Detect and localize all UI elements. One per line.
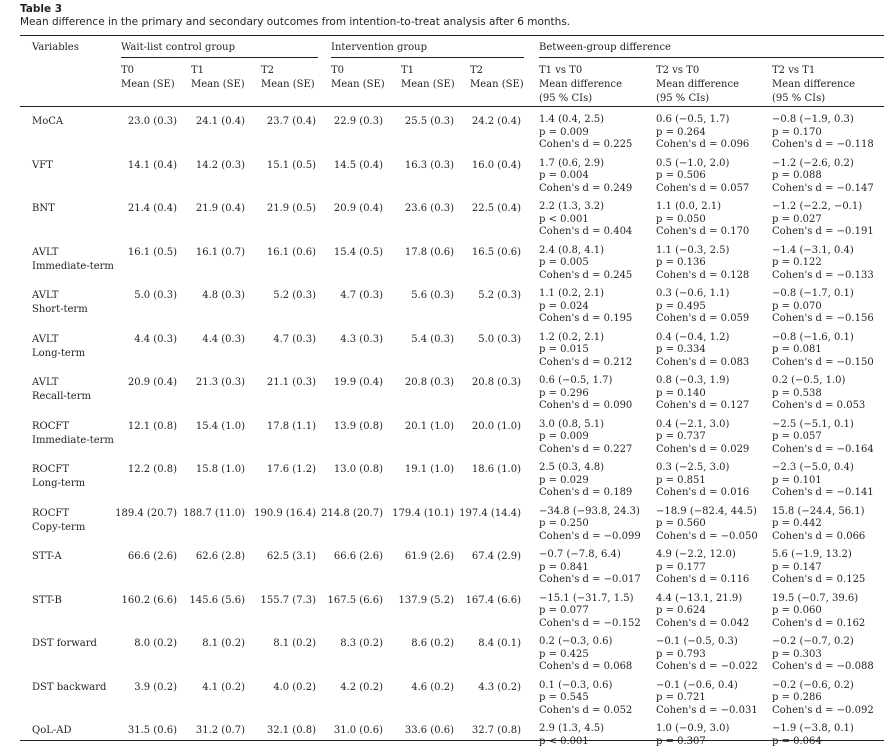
row-mean-value: 20.8 (0.3) — [431, 377, 521, 389]
header-col-mean-se: Mean (SE) — [261, 79, 315, 91]
row-mean-value: 20.9 (0.4) — [87, 377, 177, 389]
row-between-group-value: −0.8 (−1.6, 0.1) — [772, 332, 854, 345]
row-mean-value: 16.1 (0.7) — [155, 247, 245, 259]
bottom-rule — [20, 740, 884, 741]
row-mean-value: 4.3 (0.2) — [431, 682, 521, 694]
row-mean-value: 17.8 (0.6) — [364, 247, 454, 259]
row-mean-value: 16.5 (0.6) — [431, 247, 521, 259]
header-comparison: T1 vs T0 — [539, 65, 582, 77]
row-between-group-value: 4.9 (−2.2, 12.0) — [656, 549, 736, 562]
row-mean-value: 67.4 (2.9) — [431, 551, 521, 563]
row-mean-value: 8.6 (0.2) — [364, 638, 454, 650]
row-mean-value: 20.0 (1.0) — [431, 421, 521, 433]
row-between-group-value: Cohen's d = 0.127 — [656, 400, 749, 413]
row-mean-value: 5.0 (0.3) — [87, 290, 177, 302]
row-mean-value: 32.1 (0.8) — [226, 725, 316, 737]
row-mean-value: 4.7 (0.3) — [226, 334, 316, 346]
row-between-group-value: Cohen's d = −0.150 — [772, 357, 874, 370]
row-between-group-value: 5.6 (−1.9, 13.2) — [772, 549, 852, 562]
row-between-group-value: Cohen's d = 0.189 — [539, 487, 632, 500]
row-variable: ROCFT — [32, 508, 69, 520]
row-mean-value: 15.4 (1.0) — [155, 421, 245, 433]
row-between-group-value: Cohen's d = −0.191 — [772, 226, 874, 239]
row-between-group-value: Cohen's d = −0.133 — [772, 270, 874, 283]
row-variable: ROCFT — [32, 421, 69, 433]
row-between-group-value: p = 0.250 — [539, 518, 589, 531]
header-col-mean-se: Mean (SE) — [331, 79, 385, 91]
row-between-group-value: p = 0.334 — [656, 344, 706, 357]
row-mean-value: 188.7 (11.0) — [155, 508, 245, 520]
row-mean-value: 190.9 (16.4) — [226, 508, 316, 520]
row-mean-value: 8.1 (0.2) — [155, 638, 245, 650]
row-mean-value: 14.1 (0.4) — [87, 160, 177, 172]
row-between-group-value: p = 0.624 — [656, 605, 706, 618]
row-between-group-value: 0.4 (−0.4, 1.2) — [656, 332, 729, 345]
row-mean-value: 21.3 (0.3) — [155, 377, 245, 389]
row-between-group-value: p = 0.538 — [772, 388, 822, 401]
row-mean-value: 22.5 (0.4) — [431, 203, 521, 215]
header-mean-difference: Mean difference — [772, 79, 855, 91]
row-mean-value: 13.9 (0.8) — [293, 421, 383, 433]
header-col-time: T1 — [401, 65, 414, 77]
row-between-group-value: Cohen's d = 0.225 — [539, 139, 632, 152]
row-mean-value: 32.7 (0.8) — [431, 725, 521, 737]
row-mean-value: 13.0 (0.8) — [293, 464, 383, 476]
group-underline-intervention — [331, 57, 524, 58]
header-waitlist-group: Wait-list control group — [121, 42, 235, 54]
row-between-group-value: p = 0.064 — [772, 736, 822, 748]
row-between-group-value: 1.1 (0.2, 2.1) — [539, 288, 604, 301]
row-between-group-value: 3.0 (0.8, 5.1) — [539, 419, 604, 432]
row-variable: BNT — [32, 203, 55, 215]
row-between-group-value: p = 0.303 — [772, 649, 822, 662]
table-label: Table 3 — [20, 3, 62, 16]
header-col-mean-se: Mean (SE) — [191, 79, 245, 91]
row-between-group-value: Cohen's d = −0.099 — [539, 531, 641, 544]
row-between-group-value: 0.6 (−0.5, 1.7) — [539, 375, 612, 388]
row-between-group-value: 0.4 (−2.1, 3.0) — [656, 419, 729, 432]
row-between-group-value: −1.4 (−3.1, 0.4) — [772, 245, 854, 258]
row-mean-value: 160.2 (6.6) — [87, 595, 177, 607]
row-mean-value: 23.6 (0.3) — [364, 203, 454, 215]
row-variable: DST forward — [32, 638, 97, 650]
row-mean-value: 66.6 (2.6) — [293, 551, 383, 563]
row-between-group-value: −2.3 (−5.0, 0.4) — [772, 462, 854, 475]
row-between-group-value: Cohen's d = 0.227 — [539, 444, 632, 457]
row-mean-value: 16.1 (0.5) — [87, 247, 177, 259]
row-mean-value: 189.4 (20.7) — [87, 508, 177, 520]
row-mean-value: 17.6 (1.2) — [226, 464, 316, 476]
header-ci: (95 % CIs) — [656, 93, 709, 105]
row-between-group-value: Cohen's d = 0.066 — [772, 531, 865, 544]
row-between-group-value: Cohen's d = 0.068 — [539, 661, 632, 674]
row-between-group-value: 2.4 (0.8, 4.1) — [539, 245, 604, 258]
row-mean-value: 8.0 (0.2) — [87, 638, 177, 650]
row-mean-value: 21.9 (0.5) — [226, 203, 316, 215]
row-variable: AVLT — [32, 247, 58, 259]
row-between-group-value: 0.2 (−0.5, 1.0) — [772, 375, 845, 388]
row-between-group-value: p = 0.029 — [539, 475, 589, 488]
row-variable: AVLT — [32, 334, 58, 346]
row-mean-value: 19.1 (1.0) — [364, 464, 454, 476]
row-mean-value: 24.2 (0.4) — [431, 116, 521, 128]
row-between-group-value: −18.9 (−82.4, 44.5) — [656, 506, 757, 519]
header-mean-difference: Mean difference — [539, 79, 622, 91]
row-mean-value: 16.0 (0.4) — [431, 160, 521, 172]
table-title: Mean difference in the primary and secondary outcomes from intention-to-treat analysis after 6 months. — [20, 16, 570, 29]
row-between-group-value: −0.1 (−0.5, 0.3) — [656, 636, 738, 649]
row-mean-value: 145.6 (5.6) — [155, 595, 245, 607]
row-between-group-value: p = 0.050 — [656, 214, 706, 227]
row-between-group-value: p = 0.560 — [656, 518, 706, 531]
row-mean-value: 5.4 (0.3) — [364, 334, 454, 346]
row-variable: MoCA — [32, 116, 63, 128]
row-between-group-value: Cohen's d = 0.249 — [539, 183, 632, 196]
row-between-group-value: p = 0.506 — [656, 170, 706, 183]
row-variable: Copy-term — [32, 522, 85, 534]
row-mean-value: 5.6 (0.3) — [364, 290, 454, 302]
top-rule — [20, 35, 884, 36]
row-between-group-value: −15.1 (−31.7, 1.5) — [539, 593, 634, 606]
row-mean-value: 5.2 (0.3) — [431, 290, 521, 302]
row-between-group-value: p = 0.024 — [539, 301, 589, 314]
row-between-group-value: Cohen's d = 0.057 — [656, 183, 749, 196]
row-mean-value: 20.1 (1.0) — [364, 421, 454, 433]
row-mean-value: 17.8 (1.1) — [226, 421, 316, 433]
row-between-group-value: Cohen's d = 0.170 — [656, 226, 749, 239]
row-between-group-value: 0.1 (−0.3, 0.6) — [539, 680, 612, 693]
row-between-group-value: p = 0.793 — [656, 649, 706, 662]
row-between-group-value: 1.1 (0.0, 2.1) — [656, 201, 721, 214]
row-between-group-value: −1.9 (−3.8, 0.1) — [772, 723, 854, 736]
row-variable: DST backward — [32, 682, 106, 694]
row-between-group-value: p < 0.001 — [539, 736, 589, 748]
row-between-group-value: Cohen's d = −0.092 — [772, 705, 874, 718]
header-mean-difference: Mean difference — [656, 79, 739, 91]
header-col-mean-se: Mean (SE) — [121, 79, 175, 91]
row-between-group-value: p = 0.264 — [656, 127, 706, 140]
row-between-group-value: p = 0.721 — [656, 692, 706, 705]
row-between-group-value: p = 0.136 — [656, 257, 706, 270]
header-ci: (95 % CIs) — [539, 93, 592, 105]
row-variable: Immediate-term — [32, 435, 114, 447]
row-between-group-value: Cohen's d = 0.083 — [656, 357, 749, 370]
row-between-group-value: p = 0.170 — [772, 127, 822, 140]
row-between-group-value: p = 0.015 — [539, 344, 589, 357]
row-variable: QoL-AD — [32, 725, 71, 737]
row-between-group-value: p = 0.841 — [539, 562, 589, 575]
row-mean-value: 21.9 (0.4) — [155, 203, 245, 215]
row-mean-value: 8.1 (0.2) — [226, 638, 316, 650]
row-between-group-value: −1.2 (−2.6, 0.2) — [772, 158, 854, 171]
row-variable: ROCFT — [32, 464, 69, 476]
row-mean-value: 20.9 (0.4) — [293, 203, 383, 215]
row-between-group-value: 0.8 (−0.3, 1.9) — [656, 375, 729, 388]
row-variable: AVLT — [32, 377, 58, 389]
header-col-time: T2 — [470, 65, 483, 77]
row-between-group-value: Cohen's d = 0.029 — [656, 444, 749, 457]
row-between-group-value: Cohen's d = 0.128 — [656, 270, 749, 283]
row-between-group-value: p = 0.147 — [772, 562, 822, 575]
row-between-group-value: 2.2 (1.3, 3.2) — [539, 201, 604, 214]
row-between-group-value: 2.9 (1.3, 4.5) — [539, 723, 604, 736]
row-between-group-value: p = 0.307 — [656, 736, 706, 748]
row-between-group-value: Cohen's d = 0.053 — [772, 400, 865, 413]
row-mean-value: 24.1 (0.4) — [155, 116, 245, 128]
row-between-group-value: p = 0.101 — [772, 475, 822, 488]
header-ci: (95 % CIs) — [772, 93, 825, 105]
row-variable: VFT — [32, 160, 53, 172]
row-mean-value: 15.1 (0.5) — [226, 160, 316, 172]
row-between-group-value: Cohen's d = 0.195 — [539, 313, 632, 326]
row-mean-value: 167.5 (6.6) — [293, 595, 383, 607]
header-comparison: T2 vs T0 — [656, 65, 699, 77]
row-mean-value: 15.4 (0.5) — [293, 247, 383, 259]
row-between-group-value: Cohen's d = −0.022 — [656, 661, 758, 674]
row-mean-value: 23.7 (0.4) — [226, 116, 316, 128]
row-between-group-value: 1.7 (0.6, 2.9) — [539, 158, 604, 171]
row-between-group-value: 0.5 (−1.0, 2.0) — [656, 158, 729, 171]
row-between-group-value: Cohen's d = 0.042 — [656, 618, 749, 631]
row-mean-value: 22.9 (0.3) — [293, 116, 383, 128]
row-between-group-value: 19.5 (−0.7, 39.6) — [772, 593, 858, 606]
row-between-group-value: p = 0.177 — [656, 562, 706, 575]
row-between-group-value: Cohen's d = 0.096 — [656, 139, 749, 152]
row-variable: STT-A — [32, 551, 62, 563]
row-between-group-value: Cohen's d = −0.156 — [772, 313, 874, 326]
header-intervention-group: Intervention group — [331, 42, 427, 54]
row-mean-value: 5.0 (0.3) — [431, 334, 521, 346]
row-between-group-value: −1.2 (−2.2, −0.1) — [772, 201, 862, 214]
row-between-group-value: p = 0.140 — [656, 388, 706, 401]
header-col-mean-se: Mean (SE) — [401, 79, 455, 91]
row-between-group-value: Cohen's d = 0.090 — [539, 400, 632, 413]
row-between-group-value: p = 0.545 — [539, 692, 589, 705]
row-between-group-value: Cohen's d = −0.017 — [539, 574, 641, 587]
row-mean-value: 8.4 (0.1) — [431, 638, 521, 650]
row-between-group-value: Cohen's d = 0.245 — [539, 270, 632, 283]
row-mean-value: 14.2 (0.3) — [155, 160, 245, 172]
row-mean-value: 16.3 (0.3) — [364, 160, 454, 172]
row-mean-value: 12.2 (0.8) — [87, 464, 177, 476]
row-between-group-value: −0.8 (−1.7, 0.1) — [772, 288, 854, 301]
row-between-group-value: 15.8 (−24.4, 56.1) — [772, 506, 865, 519]
row-between-group-value: p = 0.027 — [772, 214, 822, 227]
row-mean-value: 61.9 (2.6) — [364, 551, 454, 563]
row-between-group-value: Cohen's d = −0.141 — [772, 487, 874, 500]
row-mean-value: 19.9 (0.4) — [293, 377, 383, 389]
row-between-group-value: p = 0.081 — [772, 344, 822, 357]
row-between-group-value: p = 0.851 — [656, 475, 706, 488]
row-mean-value: 5.2 (0.3) — [226, 290, 316, 302]
row-variable: STT-B — [32, 595, 62, 607]
row-between-group-value: 0.2 (−0.3, 0.6) — [539, 636, 612, 649]
row-mean-value: 33.6 (0.6) — [364, 725, 454, 737]
header-col-time: T0 — [121, 65, 134, 77]
row-mean-value: 21.1 (0.3) — [226, 377, 316, 389]
row-between-group-value: p = 0.005 — [539, 257, 589, 270]
header-col-mean-se: Mean (SE) — [470, 79, 524, 91]
row-between-group-value: p = 0.737 — [656, 431, 706, 444]
row-between-group-value: Cohen's d = −0.118 — [772, 139, 874, 152]
row-variable: Immediate-term — [32, 261, 114, 273]
row-between-group-value: Cohen's d = 0.212 — [539, 357, 632, 370]
header-col-time: T2 — [261, 65, 274, 77]
row-between-group-value: Cohen's d = −0.152 — [539, 618, 641, 631]
row-mean-value: 4.2 (0.2) — [293, 682, 383, 694]
row-between-group-value: −0.1 (−0.6, 0.4) — [656, 680, 738, 693]
row-variable: Short-term — [32, 304, 88, 316]
header-between-group: Between-group difference — [539, 42, 671, 54]
row-mean-value: 8.3 (0.2) — [293, 638, 383, 650]
row-between-group-value: 2.5 (0.3, 4.8) — [539, 462, 604, 475]
row-between-group-value: −34.8 (−93.8, 24.3) — [539, 506, 640, 519]
row-between-group-value: Cohen's d = −0.050 — [656, 531, 758, 544]
row-between-group-value: p = 0.077 — [539, 605, 589, 618]
row-mean-value: 197.4 (14.4) — [431, 508, 521, 520]
row-variable: Long-term — [32, 348, 85, 360]
row-mean-value: 31.0 (0.6) — [293, 725, 383, 737]
row-mean-value: 66.6 (2.6) — [87, 551, 177, 563]
row-between-group-value: Cohen's d = 0.404 — [539, 226, 632, 239]
header-rule — [20, 106, 884, 107]
row-between-group-value: p = 0.009 — [539, 431, 589, 444]
row-between-group-value: p = 0.004 — [539, 170, 589, 183]
row-mean-value: 4.1 (0.2) — [155, 682, 245, 694]
row-between-group-value: p = 0.070 — [772, 301, 822, 314]
row-between-group-value: Cohen's d = 0.125 — [772, 574, 865, 587]
row-between-group-value: 1.0 (−0.9, 3.0) — [656, 723, 729, 736]
row-between-group-value: p = 0.088 — [772, 170, 822, 183]
row-mean-value: 31.5 (0.6) — [87, 725, 177, 737]
row-between-group-value: −2.5 (−5.1, 0.1) — [772, 419, 854, 432]
group-underline-between — [539, 57, 884, 58]
row-between-group-value: 0.6 (−0.5, 1.7) — [656, 114, 729, 127]
row-between-group-value: p = 0.286 — [772, 692, 822, 705]
header-comparison: T2 vs T1 — [772, 65, 815, 77]
group-underline-waitlist — [121, 57, 318, 58]
row-mean-value: 15.8 (1.0) — [155, 464, 245, 476]
row-mean-value: 62.5 (3.1) — [226, 551, 316, 563]
row-between-group-value: Cohen's d = 0.116 — [656, 574, 749, 587]
row-mean-value: 167.4 (6.6) — [431, 595, 521, 607]
row-mean-value: 4.8 (0.3) — [155, 290, 245, 302]
row-mean-value: 179.4 (10.1) — [364, 508, 454, 520]
header-col-time: T1 — [191, 65, 204, 77]
row-mean-value: 12.1 (0.8) — [87, 421, 177, 433]
row-between-group-value: Cohen's d = 0.016 — [656, 487, 749, 500]
row-between-group-value: −0.7 (−7.8, 6.4) — [539, 549, 621, 562]
row-between-group-value: Cohen's d = −0.147 — [772, 183, 874, 196]
row-between-group-value: 1.1 (−0.3, 2.5) — [656, 245, 729, 258]
row-mean-value: 62.6 (2.8) — [155, 551, 245, 563]
row-mean-value: 4.4 (0.3) — [155, 334, 245, 346]
row-between-group-value: p < 0.001 — [539, 214, 589, 227]
row-between-group-value: 0.3 (−0.6, 1.1) — [656, 288, 729, 301]
row-between-group-value: p = 0.057 — [772, 431, 822, 444]
row-mean-value: 155.7 (7.3) — [226, 595, 316, 607]
row-between-group-value: p = 0.060 — [772, 605, 822, 618]
row-between-group-value: −0.8 (−1.9, 0.3) — [772, 114, 854, 127]
row-mean-value: 214.8 (20.7) — [293, 508, 383, 520]
row-between-group-value: 1.4 (0.4, 2.5) — [539, 114, 604, 127]
row-between-group-value: Cohen's d = −0.088 — [772, 661, 874, 674]
row-mean-value: 21.4 (0.4) — [87, 203, 177, 215]
row-mean-value: 4.0 (0.2) — [226, 682, 316, 694]
row-mean-value: 16.1 (0.6) — [226, 247, 316, 259]
row-between-group-value: Cohen's d = 0.162 — [772, 618, 865, 631]
row-variable: AVLT — [32, 290, 58, 302]
row-mean-value: 31.2 (0.7) — [155, 725, 245, 737]
row-between-group-value: −0.2 (−0.7, 0.2) — [772, 636, 854, 649]
row-between-group-value: p = 0.442 — [772, 518, 822, 531]
row-between-group-value: Cohen's d = 0.059 — [656, 313, 749, 326]
row-mean-value: 4.4 (0.3) — [87, 334, 177, 346]
row-between-group-value: Cohen's d = −0.031 — [656, 705, 758, 718]
row-between-group-value: p = 0.009 — [539, 127, 589, 140]
row-mean-value: 137.9 (5.2) — [364, 595, 454, 607]
row-between-group-value: −0.2 (−0.6, 0.2) — [772, 680, 854, 693]
row-mean-value: 14.5 (0.4) — [293, 160, 383, 172]
header-col-time: T0 — [331, 65, 344, 77]
row-between-group-value: p = 0.296 — [539, 388, 589, 401]
row-between-group-value: p = 0.425 — [539, 649, 589, 662]
header-variables: Variables — [32, 42, 79, 54]
row-mean-value: 18.6 (1.0) — [431, 464, 521, 476]
row-between-group-value: Cohen's d = 0.052 — [539, 705, 632, 718]
row-mean-value: 4.6 (0.2) — [364, 682, 454, 694]
row-between-group-value: p = 0.122 — [772, 257, 822, 270]
row-variable: Long-term — [32, 478, 85, 490]
row-mean-value: 25.5 (0.3) — [364, 116, 454, 128]
row-mean-value: 23.0 (0.3) — [87, 116, 177, 128]
row-variable: Recall-term — [32, 391, 91, 403]
row-between-group-value: p = 0.495 — [656, 301, 706, 314]
row-mean-value: 3.9 (0.2) — [87, 682, 177, 694]
row-between-group-value: Cohen's d = −0.164 — [772, 444, 874, 457]
row-between-group-value: 4.4 (−13.1, 21.9) — [656, 593, 742, 606]
row-mean-value: 4.3 (0.3) — [293, 334, 383, 346]
row-between-group-value: 1.2 (0.2, 2.1) — [539, 332, 604, 345]
row-mean-value: 4.7 (0.3) — [293, 290, 383, 302]
row-mean-value: 20.8 (0.3) — [364, 377, 454, 389]
row-between-group-value: 0.3 (−2.5, 3.0) — [656, 462, 729, 475]
